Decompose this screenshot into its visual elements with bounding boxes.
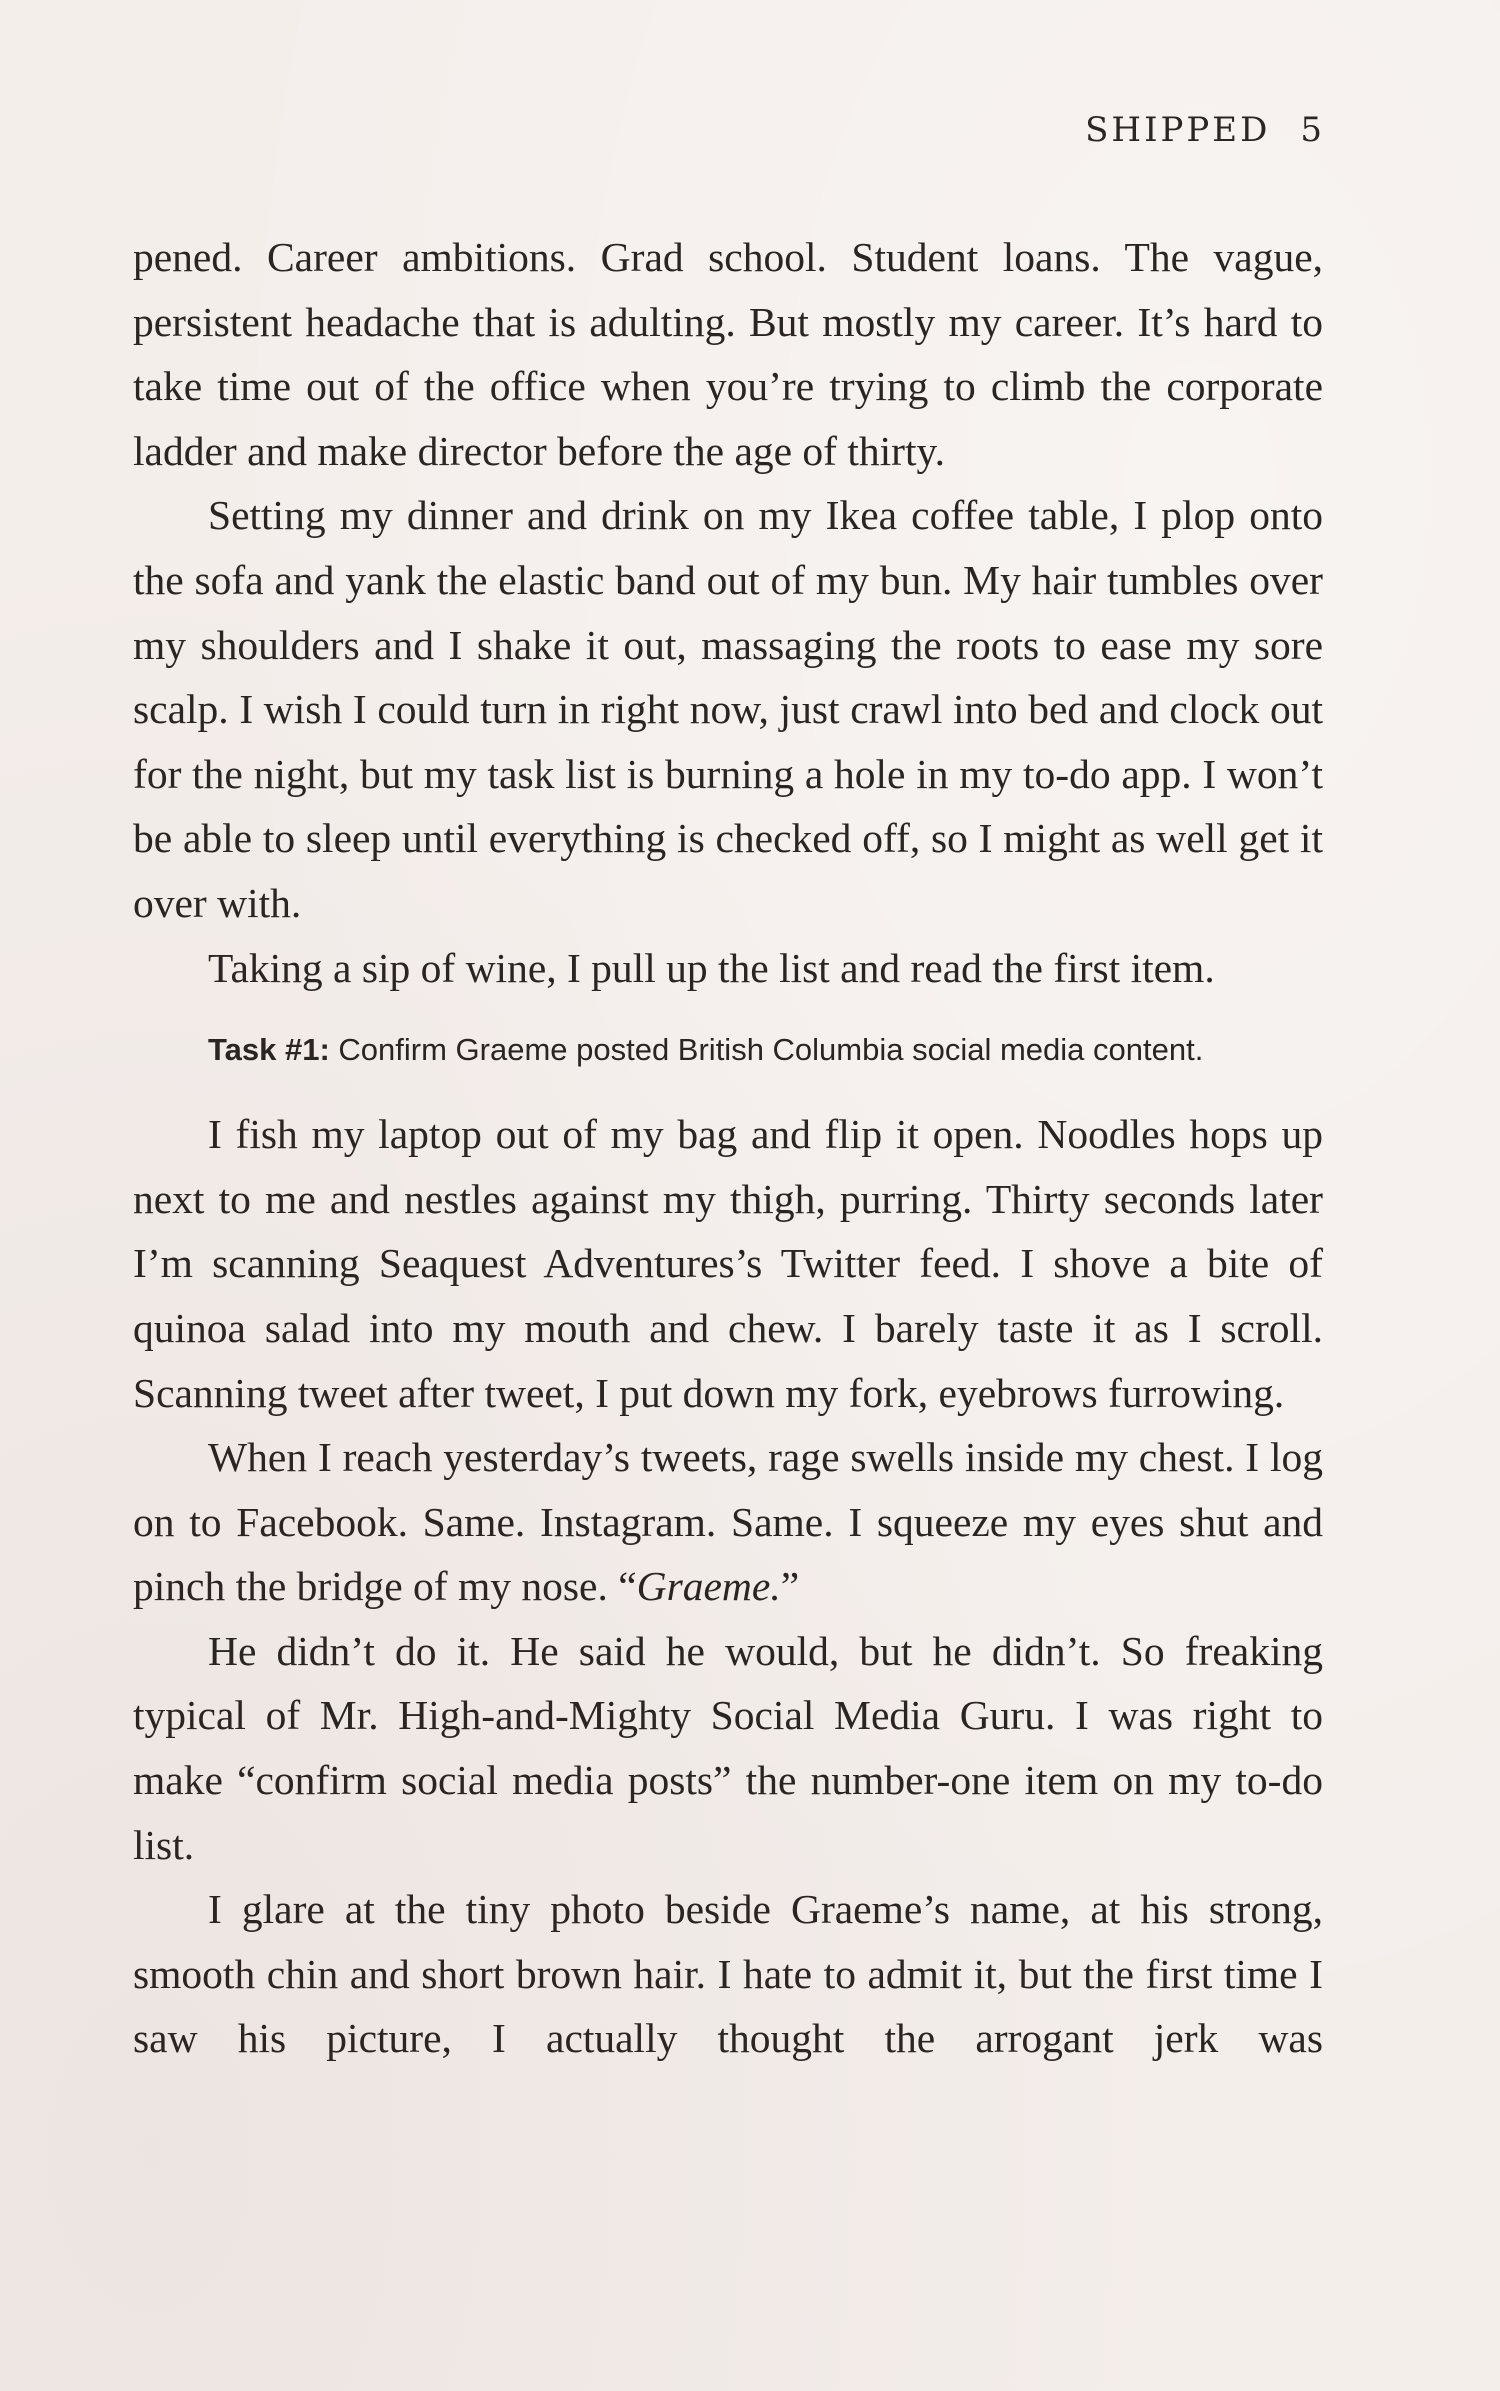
- page-body: [133, 225, 1323, 2071]
- rage-emphasis: Graeme.: [636, 1563, 781, 1610]
- running-header: [1085, 110, 1322, 150]
- paragraph-setting-dinner: Setting my dinner and drink on my Ikea coffee table, I plop onto the sofa and yank the elastic band out of my bun. My hair tumbles over my shoulders and I shake it out, massaging the roots to ease my sore scalp. I wish I could turn in right now, just crawl into bed and clock out for the night, but my task list is burning a hole in my to-do app. I won’t be able to sleep until everything is checked off, so I might as well get it over with.: [133, 492, 1323, 926]
- rage-closing: ”: [780, 1563, 800, 1610]
- task-label: Task #1:: [208, 1032, 330, 1068]
- paragraph-laptop: I fish my laptop out of my bag and flip it open. Noodles hops up next to me and nestles against my thigh, purring. Thirty seconds later I’m scanning Seaquest Adventures’s Twitter feed. I shove a bite of quinoa salad into my mouth and chew. I barely taste it as I scroll. Scanning tweet after tweet, I put down my fork, eyebrows furrowing.: [133, 1111, 1323, 1416]
- paragraph-rage: [133, 1425, 1323, 1619]
- book-title: SHIPPED: [1085, 110, 1271, 150]
- paragraph-didnt-do-it: He didn’t do it. He said he would, but he didn’t. So freaking typical of Mr. High-and-Mighty Social Media Guru. I was right to make “confirm social media posts” the number-one item on my to-do list.: [133, 1627, 1323, 1868]
- rage-text: When I reach yesterday’s tweets, rage swells inside my chest. I log on to Facebook. Same. Instagram. Same. I squeeze my eyes shut and pinch the bridge of my nose. “: [133, 1434, 1323, 1610]
- task-text: Confirm Graeme posted British Columbia social media content.: [329, 1032, 1204, 1068]
- paragraph-glare: I glare at the tiny photo beside Graeme’s name, at his strong, smooth chin and short brown hair. I hate to admit it, but the first time I saw his picture, I actually thought the arrogant jerk was: [133, 1886, 1323, 2062]
- page-number: 5: [1300, 110, 1322, 150]
- paragraph-sip-of-wine: Taking a sip of wine, I pull up the list and read the first item.: [208, 944, 1215, 991]
- task-item: [208, 1028, 1283, 1072]
- paragraph-continued: pened. Career ambitions. Grad school. Student loans. The vague, persistent headache that is adulting. But mostly my career. It’s hard to take time out of the office when you’re trying to climb the corporate ladder and make director before the age of thirty.: [133, 234, 1323, 474]
